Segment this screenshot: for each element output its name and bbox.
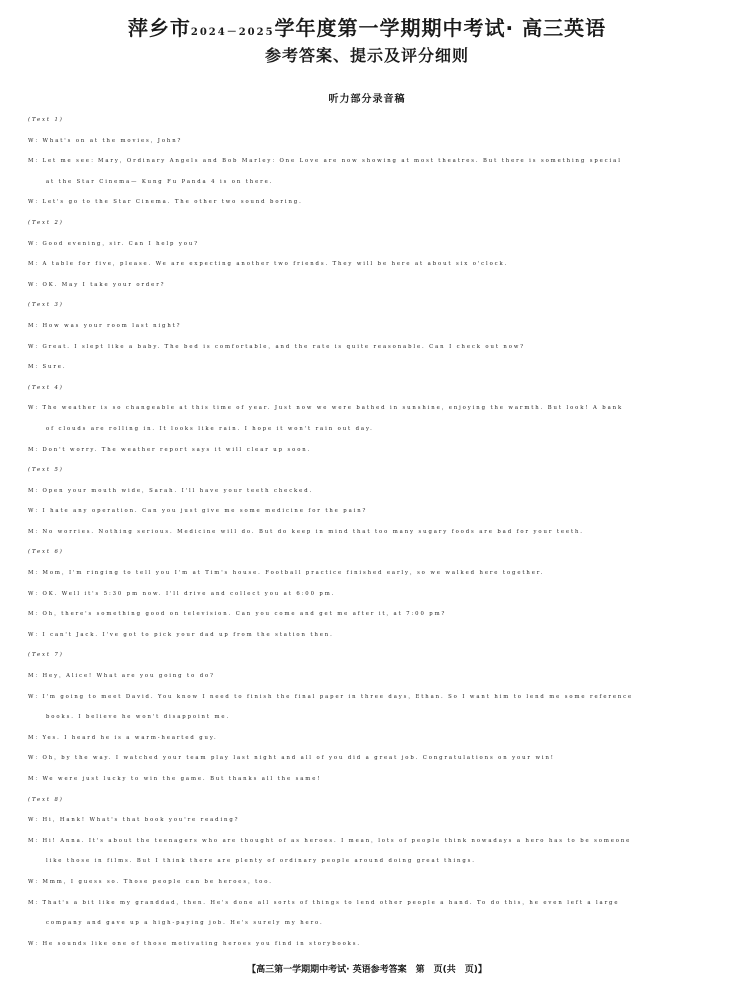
transcript-line: M：Hi! Anna. It's about the teenagers who are thought of as heroes. I mean，lots of people think nowadays a hero has to be someone <box>28 837 632 844</box>
transcript-line: W：I'm going to meet David. You know I need to finish the final paper in three days，Ethan. So I want him to lend me some reference <box>28 693 634 700</box>
transcript-line: W：He sounds like one of those motivating heroes you find in storybooks. <box>28 940 361 947</box>
transcript-line: M：Yes. I heard he is a warm-hearted guy. <box>28 734 218 741</box>
text-label: (Text 5) <box>28 467 64 474</box>
section-title: 听力部分录音稿 <box>328 94 406 105</box>
transcript-line: W：I can't Jack. I've got to pick your dad up from the station then. <box>28 631 334 638</box>
transcript-line: M：That's a bit like my granddad，then. He's done all sorts of things to lend other people a hand. To do this，he even left a large <box>28 899 620 906</box>
transcript-line: W：OK. May I take your order? <box>28 281 166 288</box>
text-label: (Text 6) <box>28 549 64 556</box>
transcript-line: W：Hi，Hank! What's that book you're reading? <box>28 817 240 824</box>
transcript-line: M：Don't worry. The weather report says it will clear up soon. <box>28 446 312 453</box>
title-city: 萍乡市 <box>127 16 191 40</box>
transcript-line: W：OK. Well it's 5:30 pm now. I'll drive and collect you at 6:00 pm. <box>28 590 336 597</box>
transcript-line: M：How was your room last night? <box>28 322 182 329</box>
text-label: (Text 2) <box>28 219 64 226</box>
transcript-line: M：Mom，I'm ringing to tell you I'm at Tim's house. Football practice finished early，so we walked here together. <box>28 570 545 577</box>
transcript-line: M：Hey，Alice! What are you going to do? <box>28 673 215 680</box>
transcript-line: W：What's on at the movies，John? <box>28 137 183 144</box>
transcript-line: at the Star Cinema— Kung Fu Panda 4 is on there. <box>46 178 274 185</box>
transcript-line: M：A table for five，please. We are expecting another two friends. They will be here at about six o'clock. <box>28 261 509 268</box>
transcript-line: W：Mmm，I guess so. Those people can be heroes，too. <box>28 878 273 885</box>
transcript-line: of clouds are rolling in. It looks like rain. I hope it won't rain out day. <box>46 425 374 432</box>
transcript-line: M：We were just lucky to win the game. But thanks all the same! <box>28 776 322 782</box>
page-subtitle: 参考答案、提示及评分细则 <box>264 46 469 65</box>
transcript-line: M：Sure. <box>28 364 67 371</box>
transcript-line: W：I hate any operation. Can you just give me some medicine for the pain? <box>28 508 368 515</box>
transcript-line: books. I believe he won't disappoint me. <box>46 714 231 721</box>
title-years: 2024－2025 <box>190 27 275 38</box>
text-label: (Text 7) <box>28 652 64 659</box>
transcript-line: M：No worries. Nothing serious. Medicine will do. But do keep in mind that too many sugary foods are bad for your teeth. <box>28 528 584 535</box>
transcript-line: W：Let's go to the Star Cinema. The other two sound boring. <box>28 199 303 206</box>
text-label: (Text 4) <box>28 384 64 391</box>
transcript-line: like those in films. But I think there are plenty of ordinary people around doing great things. <box>46 858 476 865</box>
text-label: (Text 3) <box>28 302 64 309</box>
transcript-body <box>28 110 708 954</box>
text-label: (Text 8) <box>28 796 64 803</box>
transcript-line: company and gave up a high-paying job. He's surely my hero. <box>46 920 324 927</box>
page-title <box>0 12 734 41</box>
transcript-line: W：Good evening，sir. Can I help you? <box>28 240 199 247</box>
transcript-line: M：Let me see：Mary，Ordinary Angels and Bob Marley：One Love are now showing at most theatres. But there is something special <box>28 158 622 165</box>
title-rest: 学年度第一学期期中考试· 高三英语 <box>274 16 607 40</box>
page-footer: 【高三第一学期期中考试· 英语参考答案 第 页(共 页)】 <box>247 965 487 975</box>
transcript-line: W：Great. I slept like a baby. The bed is comfortable，and the rate is quite reasonable. Can I check out now? <box>28 343 526 350</box>
transcript-line: M：Open your mouth wide，Sarah. I'll have your teeth checked. <box>28 487 314 494</box>
transcript-line: M：Oh，there's something good on television. Can you come and get me after it，at 7:00 pm? <box>28 611 447 618</box>
transcript-line: W：Oh，by the way. I watched your team play last night and all of you did a great job. Congratulations on your win! <box>28 755 555 762</box>
text-label: (Text 1) <box>28 117 64 123</box>
transcript-line: W：The weather is so changeable at this time of year. Just now we were bathed in sunshine，enjoying the warmth. But look! A bank <box>28 405 624 412</box>
